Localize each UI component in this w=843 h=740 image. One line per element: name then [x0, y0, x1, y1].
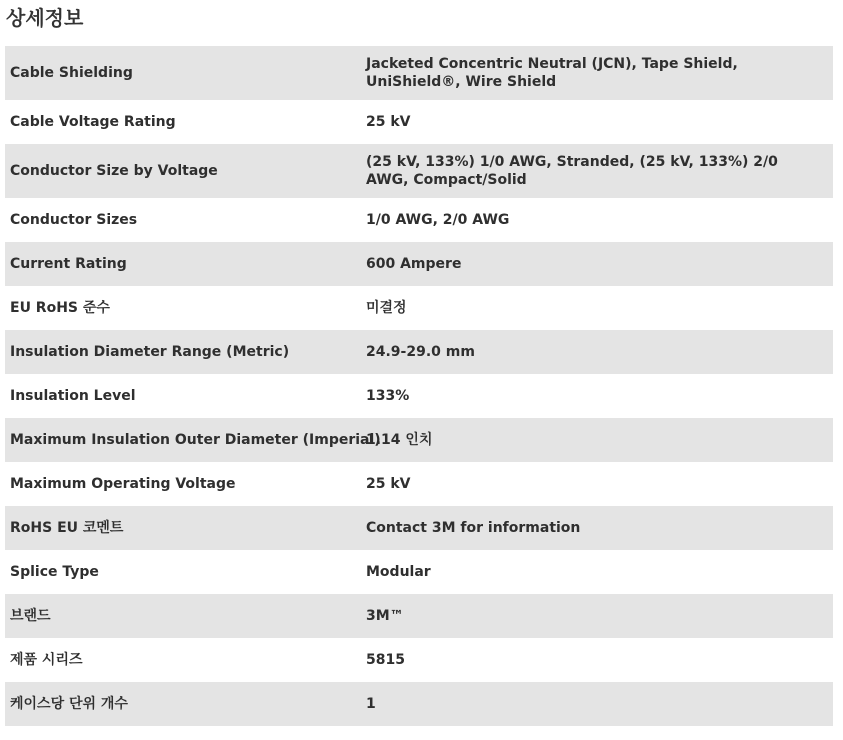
spec-value: (25 kV, 133%) 1/0 AWG, Stranded, (25 kV, 133%) 2/0 AWG, Compact/Solid [366, 154, 778, 188]
spec-value: 25 kV [366, 114, 411, 130]
section-title: 상세정보 [6, 6, 84, 30]
spec-label: Cable Voltage Rating [10, 114, 176, 130]
spec-value: 600 Ampere [366, 256, 462, 272]
spec-value: 1.14 인치 [366, 432, 433, 448]
spec-row-insulation-diameter-range [5, 330, 833, 374]
spec-value: 25 kV [366, 476, 411, 492]
spec-value: 5815 [366, 652, 405, 668]
spec-row-brand [5, 594, 833, 638]
spec-label: Conductor Sizes [10, 212, 138, 228]
spec-row-conductor-size-by-voltage [5, 144, 833, 198]
spec-row-eu-rohs-compliance [5, 286, 833, 330]
spec-label: EU RoHS 준수 [10, 300, 110, 316]
spec-value: 1/0 AWG, 2/0 AWG [366, 212, 510, 228]
spec-row-rohs-eu-comment [5, 506, 833, 550]
spec-table [5, 46, 833, 726]
spec-row-conductor-sizes [5, 198, 833, 242]
spec-label: Maximum Operating Voltage [10, 476, 236, 492]
spec-value: 133% [366, 388, 410, 404]
spec-label: 브랜드 [10, 608, 51, 624]
spec-row-maximum-operating-voltage [5, 462, 833, 506]
spec-label: 제품 시리즈 [10, 652, 83, 668]
spec-label: 케이스당 단위 개수 [10, 696, 128, 712]
spec-label: Splice Type [10, 564, 99, 580]
spec-value: 24.9-29.0 mm [366, 344, 475, 360]
spec-label: Maximum Insulation Outer Diameter (Imperial) [10, 432, 381, 448]
spec-row-product-series [5, 638, 833, 682]
spec-label: Insulation Level [10, 388, 136, 404]
spec-label: RoHS EU 코멘트 [10, 520, 124, 536]
spec-label: Cable Shielding [10, 65, 133, 81]
spec-row-units-per-case [5, 682, 833, 726]
spec-row-splice-type [5, 550, 833, 594]
spec-value: Jacketed Concentric Neutral (JCN), Tape Shield, UniShield®, Wire Shield [366, 56, 738, 90]
spec-value: 미결정 [366, 300, 407, 316]
spec-row-cable-shielding [5, 46, 833, 100]
spec-row-cable-voltage-rating [5, 100, 833, 144]
spec-value: Contact 3M for information [366, 520, 581, 536]
spec-label: Current Rating [10, 256, 127, 272]
spec-value: 3M™ [366, 608, 404, 624]
spec-label: Insulation Diameter Range (Metric) [10, 344, 290, 360]
spec-row-maximum-insulation-outer-diameter [5, 418, 833, 462]
spec-row-current-rating [5, 242, 833, 286]
spec-value: Modular [366, 564, 431, 580]
spec-row-insulation-level [5, 374, 833, 418]
spec-value: 1 [366, 696, 376, 712]
spec-label: Conductor Size by Voltage [10, 163, 218, 179]
